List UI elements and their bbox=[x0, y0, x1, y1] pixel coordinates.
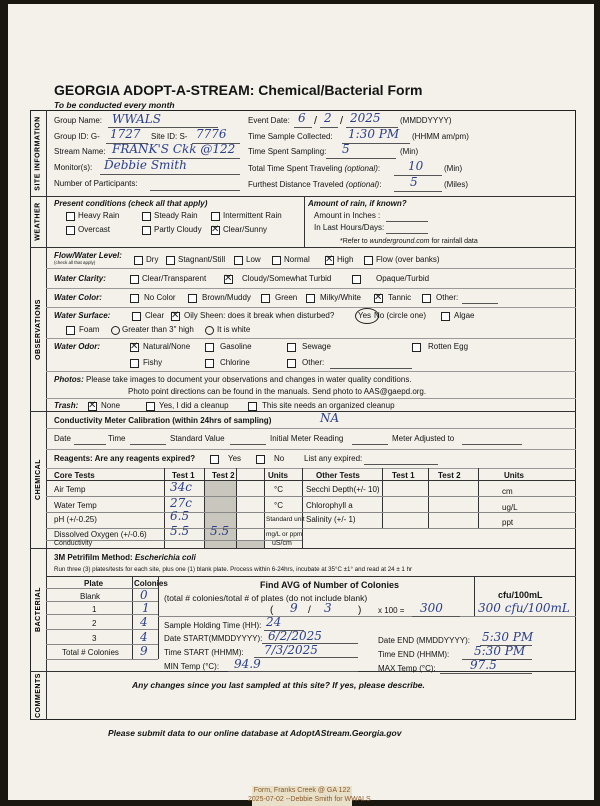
min-temp-label: MIN Temp (°C): bbox=[164, 662, 220, 671]
reagents-yes-checkbox[interactable] bbox=[210, 455, 219, 464]
section-bacterial: BACTERIAL bbox=[34, 587, 42, 632]
colonies-header: Colonies bbox=[134, 579, 168, 588]
reagents-no-checkbox[interactable] bbox=[256, 455, 265, 464]
conductivity-calibration-value[interactable]: NA bbox=[320, 411, 340, 425]
flow-high-label: High bbox=[337, 255, 354, 264]
flow-dry-checkbox[interactable] bbox=[134, 256, 143, 265]
divider bbox=[30, 247, 576, 248]
time-end-value[interactable]: 5:30 PM bbox=[474, 644, 526, 658]
divider bbox=[30, 548, 576, 549]
grid-line bbox=[158, 616, 576, 617]
flow-over-banks-checkbox[interactable] bbox=[364, 256, 373, 265]
colony-count[interactable]: 4 bbox=[140, 630, 148, 644]
bacterial-run-instructions: Run three (3) plates/tests for each site, plus one (1) blank plate. Process within 6-24hrs, incubate at 35°C ±1° and read at 24 ± 1 hr bbox=[54, 566, 413, 573]
site-id-value[interactable]: 7776 bbox=[196, 127, 227, 141]
other-test-name: Chlorophyll a bbox=[306, 501, 353, 510]
divider bbox=[46, 268, 576, 269]
core-test-unit: °C bbox=[274, 501, 283, 510]
event-year[interactable]: 2025 bbox=[350, 111, 381, 125]
odor-label: Water Odor: bbox=[54, 342, 101, 351]
surface-foam-label: Foam bbox=[79, 325, 100, 334]
cal-initial-label: Initial Meter Reading bbox=[270, 434, 344, 443]
surface-algae-checkbox[interactable] bbox=[441, 312, 450, 321]
grid-line bbox=[428, 468, 429, 528]
odor-other-label: Other: bbox=[302, 358, 325, 367]
underline bbox=[150, 190, 240, 191]
other-test-name: Secchi Depth(+/- 10) bbox=[306, 485, 380, 494]
odor-rotten-egg-checkbox[interactable] bbox=[412, 343, 421, 352]
other-test-unit: ppt bbox=[502, 518, 514, 527]
underline bbox=[320, 127, 338, 128]
stream-name-value[interactable]: FRANK'S Ckk @122 bbox=[112, 142, 236, 156]
trash-cleanup-label: Yes, I did a cleanup bbox=[159, 401, 229, 410]
core-test-name: Dissolved Oxygen (+/-0.6) bbox=[54, 530, 147, 539]
group-name-label: Group Name: bbox=[54, 116, 103, 125]
distance-label: Furthest Distance Traveled (optional): bbox=[248, 180, 382, 189]
underline bbox=[228, 671, 358, 672]
core-test-unit: uS/cm bbox=[272, 540, 292, 547]
color-tannic-label: Tannic bbox=[388, 293, 412, 302]
trash-label: Trash: bbox=[54, 401, 79, 410]
core-test-name: Water Temp bbox=[54, 501, 97, 510]
divider bbox=[30, 196, 576, 197]
other-tests-header: Other Tests bbox=[316, 471, 360, 480]
core-test-1-value[interactable]: 34c bbox=[170, 480, 192, 494]
flow-normal-checkbox[interactable] bbox=[272, 256, 281, 265]
section-comments: COMMENTS bbox=[34, 673, 42, 718]
foam-height-radio[interactable] bbox=[111, 326, 120, 335]
test2-header: Test 2 bbox=[212, 471, 235, 480]
event-day[interactable]: 2 bbox=[324, 111, 332, 125]
surface-clear-label: Clear bbox=[145, 311, 165, 320]
shaded-cells bbox=[204, 540, 264, 548]
overcast-checkbox[interactable] bbox=[66, 226, 75, 235]
reagents-no-label: No bbox=[274, 454, 285, 463]
underline bbox=[326, 158, 396, 159]
grid-line bbox=[46, 512, 576, 513]
expired-list-label: List any expired: bbox=[304, 454, 363, 463]
clarity-cloudy-label: Cloudy/Somewhat Turbid bbox=[242, 274, 332, 283]
divider bbox=[46, 371, 576, 372]
odor-fishy-checkbox[interactable] bbox=[130, 359, 139, 368]
color-other-label: Other: bbox=[436, 293, 459, 302]
trash-organized-checkbox[interactable] bbox=[248, 402, 257, 411]
divider bbox=[46, 428, 576, 429]
plate-label: Total # Colonies bbox=[62, 648, 119, 657]
surface-no: No (circle one) bbox=[374, 311, 427, 320]
trash-none-label: None bbox=[101, 401, 121, 410]
clarity-label: Water Clarity: bbox=[54, 274, 106, 283]
color-other-checkbox[interactable] bbox=[422, 294, 431, 303]
steady-rain-checkbox[interactable] bbox=[142, 212, 151, 221]
grid-line bbox=[46, 528, 576, 529]
flow-normal-label: Normal bbox=[284, 255, 310, 264]
distance-unit: (Miles) bbox=[444, 180, 468, 189]
event-date-label: Event Date: bbox=[248, 116, 290, 125]
clarity-opaque-label: Opaque/Turbid bbox=[376, 274, 430, 283]
color-milky-checkbox[interactable] bbox=[306, 294, 315, 303]
section-chemical: CHEMICAL bbox=[34, 459, 42, 500]
underline bbox=[342, 143, 410, 144]
caption-line-1: Form, Franks Creek @ GA 122 bbox=[253, 787, 351, 794]
underline bbox=[254, 657, 358, 658]
units-header: Units bbox=[268, 471, 288, 480]
calc-denominator[interactable]: 3 bbox=[324, 601, 332, 615]
odor-gasoline-label: Gasoline bbox=[220, 342, 252, 351]
section-observations: OBSERVATIONS bbox=[34, 298, 42, 360]
distance-value[interactable]: 5 bbox=[410, 175, 418, 189]
time-spent-label: Time Spent Sampling: bbox=[248, 147, 327, 156]
date-start-label: Date START(MMDDYYYY): bbox=[164, 634, 263, 643]
section-weather: WEATHER bbox=[34, 202, 42, 241]
flow-low-checkbox[interactable] bbox=[234, 256, 243, 265]
other-test-unit: cm bbox=[502, 487, 513, 496]
max-temp-label: MAX Temp (°C): bbox=[378, 664, 436, 673]
comments-area[interactable] bbox=[48, 694, 574, 718]
odor-chlorine-checkbox[interactable] bbox=[205, 359, 214, 368]
grid-line bbox=[474, 576, 475, 616]
grid-line bbox=[46, 496, 576, 497]
grid-line bbox=[46, 576, 576, 577]
core-test-name: pH (+/-0.25) bbox=[54, 515, 97, 524]
form-paper bbox=[8, 4, 594, 800]
core-test-unit: mg/L or ppm bbox=[266, 531, 303, 538]
plate-label: 2 bbox=[92, 619, 97, 628]
core-test-name: Air Temp bbox=[54, 485, 86, 494]
petrifilm-method-label: 3M Petrifilm Method: Escherichia coli bbox=[54, 553, 196, 562]
foam-white-label: It is white bbox=[217, 325, 251, 334]
other-test-unit: ug/L bbox=[502, 503, 518, 512]
colony-count[interactable]: 4 bbox=[140, 615, 148, 629]
date-start-value[interactable]: 6/2/2025 bbox=[268, 629, 322, 643]
surface-oily-checkbox[interactable] bbox=[171, 312, 180, 321]
rain-days-label: In Last Hours/Days: bbox=[314, 223, 385, 232]
surface-clear-checkbox[interactable] bbox=[132, 312, 141, 321]
colony-count[interactable]: 1 bbox=[142, 601, 150, 615]
underline bbox=[130, 444, 166, 445]
reagents-yes-label: Yes bbox=[228, 454, 242, 463]
divider bbox=[304, 196, 305, 247]
conductivity-calibration-label: Conductivity Meter Calibration (within 24hrs of sampling) bbox=[54, 416, 272, 425]
section-site-info: SITE INFORMATION bbox=[34, 115, 42, 191]
date-slash: / bbox=[314, 115, 318, 127]
core-test-1-value[interactable]: 6.5 bbox=[170, 509, 190, 523]
color-green-label: Green bbox=[275, 293, 298, 302]
calc-slash: / bbox=[308, 605, 311, 616]
color-milky-label: Milky/White bbox=[320, 293, 361, 302]
trash-organized-label: This site needs an organized cleanup bbox=[262, 401, 395, 410]
travel-time-label: Total Time Spent Traveling (optional): bbox=[248, 164, 381, 173]
site-id-label: Site ID: S- bbox=[151, 132, 188, 141]
other-test2-header: Test 2 bbox=[438, 471, 461, 480]
odor-sewage-label: Sewage bbox=[302, 342, 331, 351]
intermittent-rain-checkbox[interactable] bbox=[211, 212, 220, 221]
average-header: Find AVG of Number of Colonies bbox=[260, 580, 399, 590]
flow-stagnant-label: Stagnant/Still bbox=[178, 255, 226, 264]
time-collected-value[interactable]: 1:30 PM bbox=[348, 127, 400, 141]
surface-oily-label: Oily Sheen: does it break when disturbed? bbox=[184, 311, 335, 320]
heavy-rain-checkbox[interactable] bbox=[66, 212, 75, 221]
group-id-value[interactable]: 1727 bbox=[110, 127, 141, 141]
clear-sunny-label: Clear/Sunny bbox=[223, 225, 268, 234]
odor-rotten-egg-label: Rotten Egg bbox=[428, 342, 469, 351]
time-start-label: Time START (HHMM): bbox=[164, 648, 244, 657]
color-tannic-checkbox[interactable] bbox=[374, 294, 383, 303]
flow-over-banks-label: Flow (over banks) bbox=[376, 255, 440, 264]
underline bbox=[394, 191, 442, 192]
odor-natural-label: Natural/None bbox=[143, 342, 191, 351]
divider bbox=[46, 449, 576, 450]
cfu-header: cfu/100mL bbox=[498, 590, 543, 600]
cal-standard-label: Standard Value bbox=[170, 434, 225, 443]
surface-foam-checkbox[interactable] bbox=[66, 326, 75, 335]
submit-note: Please submit data to our online database at AdoptAStream.Georgia.gov bbox=[108, 728, 402, 738]
divider bbox=[46, 398, 576, 399]
time-spent-unit: (Min) bbox=[400, 147, 419, 156]
photos-text-2: Photo point directions can be found in the manuals. Send photo to AAS@gaepd.org. bbox=[128, 387, 427, 396]
intermittent-rain-label: Intermittent Rain bbox=[223, 211, 282, 220]
rain-amount-label: Amount of rain, if known? bbox=[308, 199, 407, 208]
reagents-label: Reagents: Are any reagents expired? bbox=[54, 454, 196, 463]
underline bbox=[386, 221, 428, 222]
test1-header: Test 1 bbox=[172, 471, 195, 480]
trash-none-checkbox[interactable] bbox=[88, 402, 97, 411]
color-none-checkbox[interactable] bbox=[130, 294, 139, 303]
odor-gasoline-checkbox[interactable] bbox=[205, 343, 214, 352]
calc-close-paren: ) bbox=[358, 605, 362, 616]
underline bbox=[352, 444, 388, 445]
clarity-opaque-checkbox[interactable] bbox=[352, 275, 361, 284]
underline bbox=[386, 233, 428, 234]
calc-open-paren: ( bbox=[270, 605, 274, 616]
flow-low-label: Low bbox=[246, 255, 261, 264]
time-spent-value[interactable]: 5 bbox=[342, 142, 350, 156]
plate-header: Plate bbox=[84, 579, 104, 588]
underline bbox=[440, 673, 532, 674]
rainfall-reference: *Refer to wunderground.com for rainfall data bbox=[340, 238, 478, 245]
min-temp-value[interactable]: 94.9 bbox=[234, 657, 261, 671]
core-test-unit: Standard unit bbox=[266, 516, 305, 523]
travel-time-unit: (Min) bbox=[444, 164, 463, 173]
plate-label: Blank bbox=[80, 592, 101, 601]
date-end-label: Date END (MMDDYYYY): bbox=[378, 636, 471, 645]
color-green-checkbox[interactable] bbox=[261, 294, 270, 303]
caption-line-2: 2025-07-02 --Debbie Smith for WWALS bbox=[248, 796, 371, 803]
other-test-name: Salinity (+/- 1) bbox=[306, 515, 356, 524]
surface-algae-label: Algae bbox=[454, 311, 475, 320]
holding-time-value[interactable]: 24 bbox=[266, 615, 282, 629]
underline bbox=[294, 127, 312, 128]
calc-multiply: x 100 = bbox=[378, 606, 405, 615]
color-none-label: No Color bbox=[144, 293, 176, 302]
core-tests-header: Core Tests bbox=[54, 471, 95, 480]
grid-line bbox=[46, 480, 576, 481]
clarity-clear-label: Clear/Transparent bbox=[142, 274, 207, 283]
heavy-rain-label: Heavy Rain bbox=[78, 211, 120, 220]
time-collected-label: Time Sample Collected: bbox=[248, 132, 333, 141]
odor-sewage-checkbox[interactable] bbox=[287, 343, 296, 352]
cal-adjusted-label: Meter Adjusted to bbox=[392, 434, 455, 443]
time-collected-format: (HHMM am/pm) bbox=[412, 132, 469, 141]
divider bbox=[46, 288, 576, 289]
odor-other-checkbox[interactable] bbox=[287, 359, 296, 368]
grid-line bbox=[478, 468, 479, 528]
cfu-value[interactable]: 300 cfu/100mL bbox=[478, 601, 570, 615]
grid-line bbox=[46, 659, 158, 660]
color-label: Water Color: bbox=[54, 293, 102, 302]
weather-present-label: Present conditions (check all that apply) bbox=[54, 199, 208, 208]
colony-count[interactable]: 0 bbox=[140, 588, 148, 602]
event-date-format: (MMDDYYYY) bbox=[400, 116, 452, 125]
flow-dry-label: Dry bbox=[146, 255, 159, 264]
partly-cloudy-checkbox[interactable] bbox=[142, 226, 151, 235]
core-test-name: Conductivity bbox=[54, 540, 93, 547]
trash-cleanup-checkbox[interactable] bbox=[146, 402, 155, 411]
color-brown-checkbox[interactable] bbox=[188, 294, 197, 303]
time-start-value[interactable]: 7/3/2025 bbox=[264, 643, 318, 657]
flow-label: Flow/Water Level: bbox=[54, 251, 122, 260]
flow-note: (check all that apply) bbox=[54, 260, 96, 265]
core-test-unit: °C bbox=[274, 485, 283, 494]
clear-sunny-checkbox[interactable] bbox=[211, 226, 220, 235]
clarity-cloudy-checkbox[interactable] bbox=[224, 275, 233, 284]
cal-time-label: Time bbox=[108, 434, 126, 443]
stream-name-label: Stream Name: bbox=[54, 147, 106, 156]
odor-fishy-label: Fishy bbox=[143, 358, 163, 367]
flow-stagnant-checkbox[interactable] bbox=[166, 256, 175, 265]
grid-line bbox=[382, 468, 383, 528]
underline bbox=[462, 303, 498, 304]
core-test-1-value[interactable]: 5.5 bbox=[170, 524, 190, 538]
surface-label: Water Surface: bbox=[54, 311, 111, 320]
odor-chlorine-label: Chlorine bbox=[220, 358, 250, 367]
foam-white-radio[interactable] bbox=[205, 326, 214, 335]
travel-time-value[interactable]: 10 bbox=[408, 159, 424, 173]
odor-natural-checkbox[interactable] bbox=[130, 343, 139, 352]
clarity-clear-checkbox[interactable] bbox=[130, 275, 139, 284]
underline bbox=[74, 444, 106, 445]
max-temp-value[interactable]: 97.5 bbox=[470, 658, 497, 672]
underline bbox=[230, 444, 266, 445]
time-end-label: Time END (HHMM): bbox=[378, 650, 450, 659]
foam-height-label: Greater than 3" high bbox=[122, 325, 194, 334]
group-id-label: Group ID: G- bbox=[54, 132, 100, 141]
form-title: GEORGIA ADOPT-A-STREAM: Chemical/Bacterial Form bbox=[54, 82, 423, 98]
event-month[interactable]: 6 bbox=[298, 111, 306, 125]
divider bbox=[46, 307, 576, 308]
divider bbox=[46, 468, 576, 469]
partly-cloudy-label: Partly Cloudy bbox=[154, 225, 202, 234]
color-brown-label: Brown/Muddy bbox=[202, 293, 251, 302]
form-subtitle: To be conducted every month bbox=[54, 100, 175, 110]
underline bbox=[412, 616, 460, 617]
date-end-value[interactable]: 5:30 PM bbox=[482, 630, 534, 644]
other-units-header: Units bbox=[504, 471, 524, 480]
divider bbox=[46, 338, 576, 339]
rain-inches-label: Amount in Inches : bbox=[314, 211, 381, 220]
core-test-2-value[interactable]: 5.5 bbox=[210, 524, 230, 538]
colony-count[interactable]: 9 bbox=[140, 644, 148, 658]
average-formula: (total # colonies/total # of plates (do not include blank) bbox=[164, 593, 368, 603]
core-test-1-value[interactable]: 27c bbox=[170, 496, 192, 510]
photos-text-1: Photos: Please take images to document your observations and changes in water quality conditions. bbox=[54, 375, 412, 384]
underline bbox=[100, 174, 240, 175]
date-slash: / bbox=[340, 115, 344, 127]
overcast-label: Overcast bbox=[78, 225, 111, 234]
other-test1-header: Test 1 bbox=[392, 471, 415, 480]
underline bbox=[330, 368, 412, 369]
flow-high-checkbox[interactable] bbox=[325, 256, 334, 265]
group-name-value[interactable]: WWALS bbox=[112, 112, 161, 126]
plate-label: 1 bbox=[92, 605, 97, 614]
underline bbox=[364, 464, 438, 465]
participants-label: Number of Participants: bbox=[54, 179, 138, 188]
divider bbox=[30, 411, 576, 412]
calc-numerator[interactable]: 9 bbox=[290, 601, 298, 615]
surface-yes[interactable]: Yes bbox=[358, 311, 372, 320]
comments-prompt: Any changes since you last sampled at this site? If yes, please describe. bbox=[132, 680, 425, 690]
underline bbox=[462, 444, 522, 445]
steady-rain-label: Steady Rain bbox=[154, 211, 198, 220]
monitors-label: Monitor(s): bbox=[54, 163, 93, 172]
calc-result[interactable]: 300 bbox=[420, 601, 443, 615]
holding-time-label: Sample Holding Time (HH): bbox=[164, 621, 262, 630]
underline bbox=[394, 175, 442, 176]
monitors-value[interactable]: Debbie Smith bbox=[104, 158, 187, 172]
cal-date-label: Date bbox=[54, 434, 71, 443]
plate-label: 3 bbox=[92, 634, 97, 643]
